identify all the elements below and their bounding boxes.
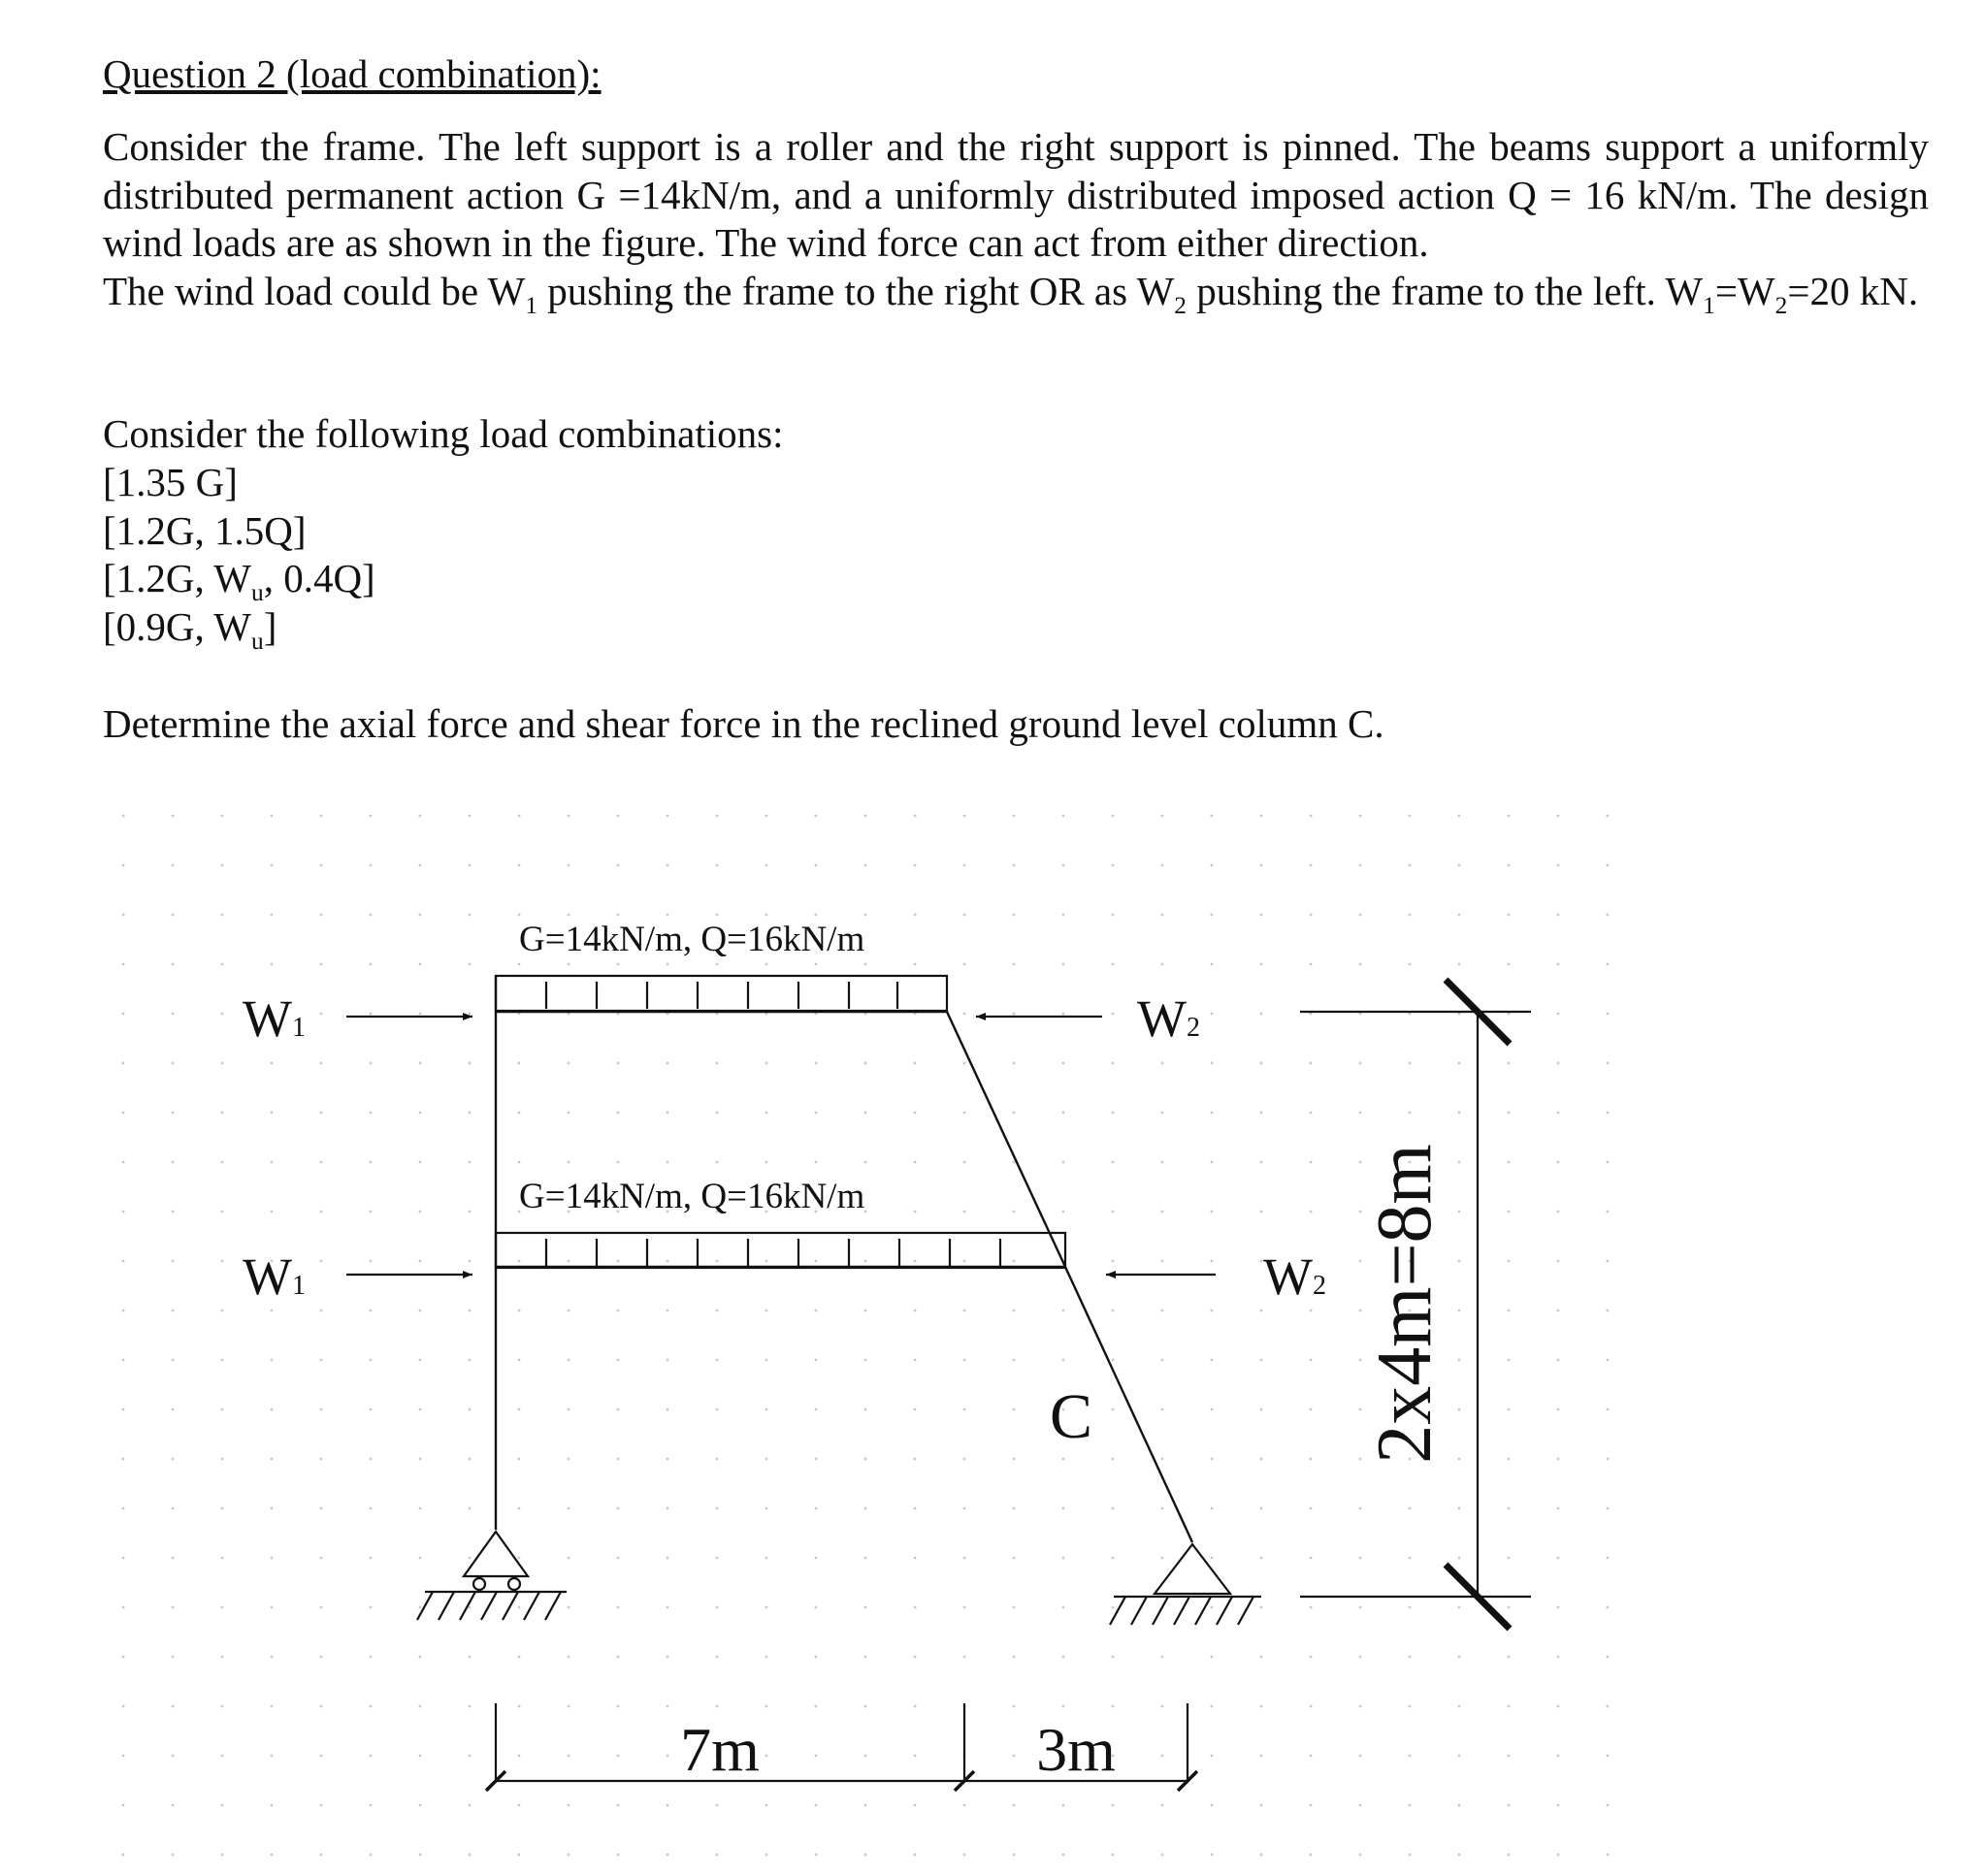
combinations-intro: Consider the following load combinations:: [103, 411, 784, 456]
task-statement: Determine the axial force and shear force in the reclined ground level column C.: [103, 701, 1384, 746]
combination-4: [0.9G, $W_u$]: [103, 604, 277, 656]
combination-3: [1.2G, $W_u$, 0.4Q]: [103, 556, 375, 607]
w1-upper-label: W1: [243, 989, 306, 1048]
top-load-label: G=14kN/m, Q=16kN/m: [519, 920, 865, 959]
height-dimension-label: 2x4m=8m: [1362, 1144, 1448, 1464]
question-title: Question 2 (load combination):: [103, 51, 602, 96]
w2-lower-label: W2: [1263, 1247, 1326, 1306]
span-right-label: 3m: [1036, 1715, 1116, 1784]
wind-paragraph: The wind load could be $W_1$ pushing the frame to the right OR as $W_2$ pushing the frame to the left. $W_1=W_2=20$ kN.: [103, 269, 1919, 320]
combination-2: [1.2G, 1.5Q]: [103, 508, 307, 553]
span-left-label: 7m: [680, 1715, 760, 1784]
column-c-label: C: [1050, 1381, 1093, 1452]
w1-lower-label: W1: [243, 1247, 306, 1306]
combination-1: [1.35 G]: [103, 460, 238, 504]
problem-paragraph: Consider the frame. The left support is a roller and the right support is pinned. The beams support a uniformly distributed permanent action G =14kN/m, and a uniformly distributed imposed action Q = 16 kN/m. The design wind loads are as shown in the figure. The wind force can act from either direction.: [103, 124, 1929, 265]
w2-upper-label: W2: [1137, 989, 1200, 1048]
middle-load-label: G=14kN/m, Q=16kN/m: [519, 1177, 865, 1216]
